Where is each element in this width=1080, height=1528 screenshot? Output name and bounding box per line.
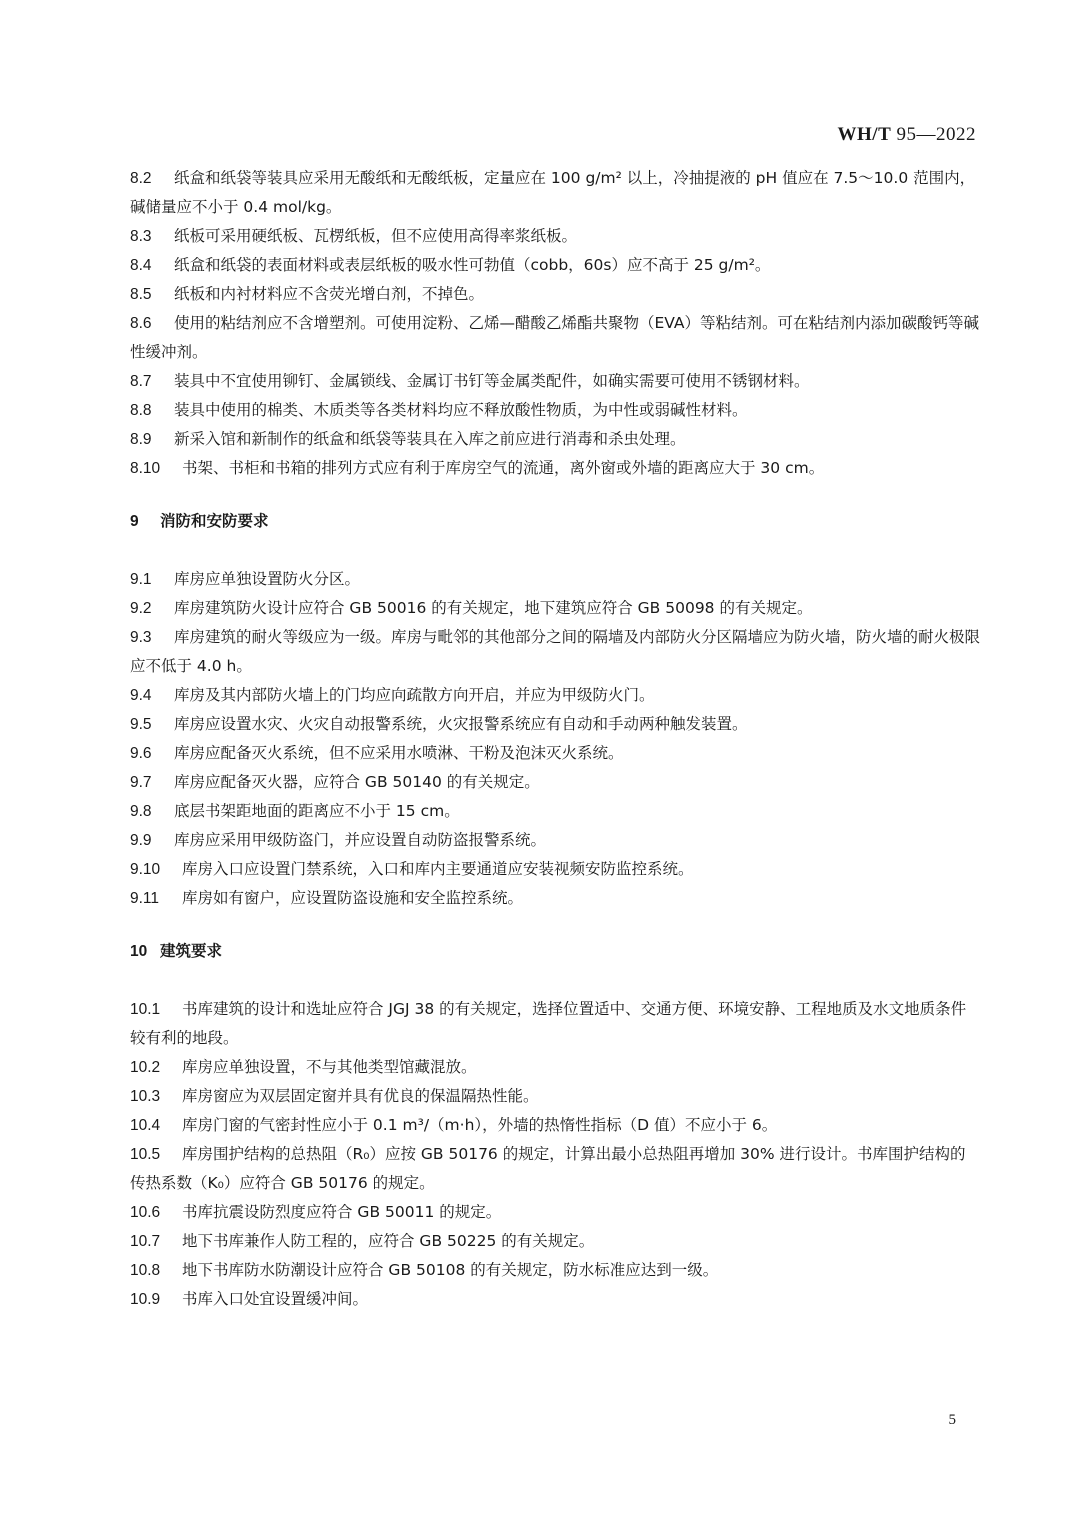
clause-number: 10.8 bbox=[130, 1262, 161, 1279]
clause-text: 库房门窗的气密封性应小于 0.1 m³/（m·h），外墙的热惰性指标（D 值）不应小于 6。 bbox=[182, 1116, 778, 1134]
clause-text: 地下书库兼作人防工程的，应符合 GB 50225 的有关规定。 bbox=[182, 1232, 595, 1250]
clause-9-9 bbox=[130, 826, 980, 855]
clause-number: 8.3 bbox=[130, 228, 152, 245]
clause-9-11 bbox=[130, 884, 980, 913]
section-9-heading bbox=[130, 507, 980, 536]
clause-number: 9.3 bbox=[130, 629, 152, 646]
clause-text: 库房建筑的耐火等级应为一级。库房与毗邻的其他部分之间的隔墙及内部防火分区隔墙应为防火墙，防火墙的耐火极限应不低于 4.0 h。 bbox=[130, 628, 981, 675]
clause-text: 纸盒和纸袋的表面材料或表层纸板的吸水性可勃值（cobb，60s）应不高于 25 g/m²。 bbox=[174, 256, 771, 274]
clause-10-2 bbox=[130, 1053, 980, 1082]
clause-number: 10.5 bbox=[130, 1146, 161, 1163]
section-title: 消防和安防要求 bbox=[160, 512, 269, 530]
clause-8-2 bbox=[130, 164, 980, 222]
clause-9-2 bbox=[130, 594, 980, 623]
clause-8-6 bbox=[130, 309, 980, 367]
clause-text: 库房应采用甲级防盗门，并应设置自动防盗报警系统。 bbox=[174, 831, 547, 849]
clause-text: 新采入馆和新制作的纸盒和纸袋等装具在入库之前应进行消毒和杀虫处理。 bbox=[174, 430, 686, 448]
clause-text: 装具中不宜使用铆钉、金属锁线、金属订书钉等金属类配件，如确实需要可使用不锈钢材料。 bbox=[174, 372, 810, 390]
clause-text: 地下书库防水防潮设计应符合 GB 50108 的有关规定，防水标准应达到一级。 bbox=[182, 1261, 719, 1279]
standard-prefix: WH/T bbox=[837, 124, 892, 145]
clause-number: 9.7 bbox=[130, 774, 152, 791]
clause-text: 库房建筑防火设计应符合 GB 50016 的有关规定，地下建筑应符合 GB 50098 的有关规定。 bbox=[174, 599, 813, 617]
clause-number: 9.9 bbox=[130, 832, 152, 849]
clause-number: 8.2 bbox=[130, 170, 152, 187]
document-body bbox=[130, 164, 980, 1314]
page-number: 5 bbox=[948, 1412, 956, 1428]
clause-text: 书库入口处宜设置缓冲间。 bbox=[182, 1290, 369, 1308]
clause-9-4 bbox=[130, 681, 980, 710]
clause-9-10 bbox=[130, 855, 980, 884]
clause-number: 9.1 bbox=[130, 571, 152, 588]
clause-10-9 bbox=[130, 1285, 980, 1314]
clause-number: 9.6 bbox=[130, 745, 152, 762]
clause-number: 10.9 bbox=[130, 1291, 161, 1308]
clause-text: 纸板和内衬材料应不含荧光增白剂，不掉色。 bbox=[174, 285, 485, 303]
clause-10-3 bbox=[130, 1082, 980, 1111]
clause-number: 10.4 bbox=[130, 1117, 161, 1134]
clause-8-10 bbox=[130, 454, 980, 483]
clause-text: 库房应单独设置，不与其他类型馆藏混放。 bbox=[182, 1058, 477, 1076]
clause-10-1 bbox=[130, 995, 980, 1053]
section-number: 10 bbox=[130, 943, 148, 960]
section-8-clauses bbox=[130, 164, 980, 483]
section-number: 9 bbox=[130, 513, 139, 530]
standard-number: 95—2022 bbox=[896, 124, 976, 145]
clause-number: 9.4 bbox=[130, 687, 152, 704]
clause-8-7 bbox=[130, 367, 980, 396]
clause-text: 库房入口应设置门禁系统，入口和库内主要通道应安装视频安防监控系统。 bbox=[182, 860, 694, 878]
clause-8-4 bbox=[130, 251, 980, 280]
clause-number: 10.7 bbox=[130, 1233, 161, 1250]
clause-text: 库房围护结构的总热阻（R₀）应按 GB 50176 的规定，计算出最小总热阻再增加 30% 进行设计。书库围护结构的传热系数（K₀）应符合 GB 50176 的规定。 bbox=[130, 1145, 966, 1192]
clause-text: 库房应配备灭火系统，但不应采用水喷淋、干粉及泡沫灭火系统。 bbox=[174, 744, 624, 762]
clause-text: 装具中使用的棉类、木质类等各类材料均应不释放酸性物质，为中性或弱碱性材料。 bbox=[174, 401, 748, 419]
clause-text: 纸板可采用硬纸板、瓦楞纸板，但不应使用高得率浆纸板。 bbox=[174, 227, 578, 245]
clause-text: 库房应单独设置防火分区。 bbox=[174, 570, 361, 588]
clause-number: 8.8 bbox=[130, 402, 152, 419]
section-10-clauses bbox=[130, 995, 980, 1314]
clause-number: 9.5 bbox=[130, 716, 152, 733]
clause-9-1 bbox=[130, 565, 980, 594]
standard-code bbox=[838, 124, 976, 146]
clause-number: 8.4 bbox=[130, 257, 152, 274]
clause-text: 库房应配备灭火器，应符合 GB 50140 的有关规定。 bbox=[174, 773, 540, 791]
clause-number: 8.10 bbox=[130, 460, 161, 477]
clause-number: 10.2 bbox=[130, 1059, 161, 1076]
clause-9-8 bbox=[130, 797, 980, 826]
clause-8-3 bbox=[130, 222, 980, 251]
clause-9-7 bbox=[130, 768, 980, 797]
clause-8-9 bbox=[130, 425, 980, 454]
clause-number: 9.11 bbox=[130, 890, 160, 907]
clause-text: 书架、书柜和书箱的排列方式应有利于库房空气的流通，离外窗或外墙的距离应大于 30 cm。 bbox=[182, 459, 825, 477]
clause-number: 8.6 bbox=[130, 315, 152, 332]
clause-number: 10.3 bbox=[130, 1088, 161, 1105]
clause-10-5 bbox=[130, 1140, 980, 1198]
clause-number: 10.1 bbox=[130, 1001, 161, 1018]
clause-text: 书库建筑的设计和选址应符合 JGJ 38 的有关规定，选择位置适中、交通方便、环境安静、工程地质及水文地质条件较有利的地段。 bbox=[130, 1000, 967, 1047]
clause-text: 书库抗震设防烈度应符合 GB 50011 的规定。 bbox=[182, 1203, 502, 1221]
clause-number: 9.2 bbox=[130, 600, 152, 617]
clause-number: 8.5 bbox=[130, 286, 152, 303]
clause-text: 纸盒和纸袋等装具应采用无酸纸和无酸纸板，定量应在 100 g/m² 以上，冷抽提液的 pH 值应在 7.5～10.0 范围内，碱储量应不小于 0.4 mol/kg。 bbox=[130, 169, 976, 216]
clause-number: 8.9 bbox=[130, 431, 152, 448]
clause-8-5 bbox=[130, 280, 980, 309]
clause-10-7 bbox=[130, 1227, 980, 1256]
clause-9-5 bbox=[130, 710, 980, 739]
clause-text: 库房及其内部防火墙上的门均应向疏散方向开启，并应为甲级防火门。 bbox=[174, 686, 655, 704]
clause-9-6 bbox=[130, 739, 980, 768]
clause-text: 库房应设置水灾、火灾自动报警系统，火灾报警系统应有自动和手动两种触发装置。 bbox=[174, 715, 748, 733]
section-title: 建筑要求 bbox=[160, 942, 223, 960]
section-10-heading bbox=[130, 937, 980, 966]
clause-9-3 bbox=[130, 623, 980, 681]
clause-number: 10.6 bbox=[130, 1204, 161, 1221]
clause-8-8 bbox=[130, 396, 980, 425]
clause-number: 9.8 bbox=[130, 803, 152, 820]
clause-10-8 bbox=[130, 1256, 980, 1285]
clause-text: 使用的粘结剂应不含增塑剂。可使用淀粉、乙烯—醋酸乙烯酯共聚物（EVA）等粘结剂。可在粘结剂内添加碳酸钙等碱性缓冲剂。 bbox=[130, 314, 980, 361]
clause-number: 9.10 bbox=[130, 861, 161, 878]
clause-text: 底层书架距地面的距离应不小于 15 cm。 bbox=[174, 802, 460, 820]
clause-text: 库房如有窗户，应设置防盗设施和安全监控系统。 bbox=[182, 889, 524, 907]
clause-10-6 bbox=[130, 1198, 980, 1227]
clause-text: 库房窗应为双层固定窗并具有优良的保温隔热性能。 bbox=[182, 1087, 539, 1105]
clause-10-4 bbox=[130, 1111, 980, 1140]
section-9-clauses bbox=[130, 565, 980, 913]
clause-number: 8.7 bbox=[130, 373, 152, 390]
